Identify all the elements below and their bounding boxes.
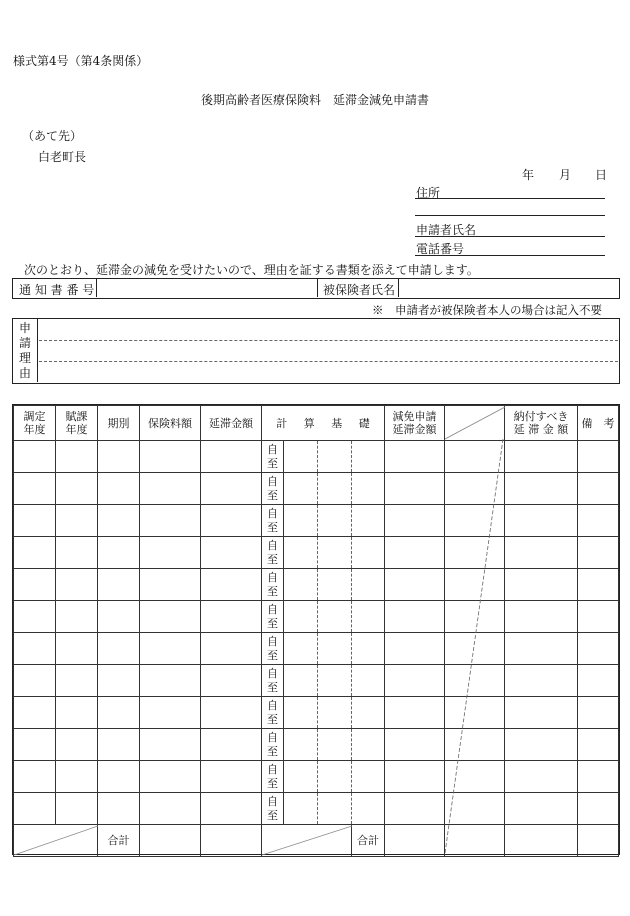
- header-period: 期別: [98, 406, 140, 441]
- cell-calc-c[interactable]: [352, 505, 385, 537]
- cell-reduction[interactable]: [385, 761, 445, 793]
- cell-from-to: [262, 761, 284, 793]
- to-label: 至: [267, 584, 278, 598]
- notice-row: [12, 278, 620, 299]
- cell-period[interactable]: [98, 441, 140, 473]
- cell-calc-a[interactable]: [284, 569, 318, 601]
- cell-calc-c[interactable]: [352, 793, 385, 825]
- header-premium: 保険料額: [140, 406, 201, 441]
- cell-levy-year[interactable]: [56, 761, 98, 793]
- cell-payable[interactable]: [505, 633, 578, 665]
- cell-late-fee[interactable]: [201, 793, 262, 825]
- date-day-label: 日: [595, 168, 608, 182]
- cell-calc-b[interactable]: [318, 473, 352, 505]
- cell-from-to: [262, 601, 284, 633]
- cell-calc-a[interactable]: [284, 537, 318, 569]
- cell-remarks[interactable]: [578, 761, 619, 793]
- table-row: [14, 697, 619, 729]
- cell-late-fee[interactable]: [201, 729, 262, 761]
- cell-remarks[interactable]: [578, 633, 619, 665]
- header-reduction: 減免申請 延滞金額: [385, 406, 445, 441]
- cell-calc-b[interactable]: [318, 441, 352, 473]
- form-number: 様式第4号（第4条関係）: [13, 54, 149, 68]
- cell-calc-a[interactable]: [284, 633, 318, 665]
- cell-calc-a[interactable]: [284, 665, 318, 697]
- cell-calc-c[interactable]: [352, 729, 385, 761]
- cell-calc-b[interactable]: [318, 537, 352, 569]
- cell-from-to: [262, 697, 284, 729]
- cell-remarks[interactable]: [578, 441, 619, 473]
- cell-remarks[interactable]: [578, 473, 619, 505]
- cell-late-fee[interactable]: [201, 697, 262, 729]
- notice-number-label: 通 知 書 番 号: [19, 283, 95, 297]
- cell-from-to: [262, 729, 284, 761]
- cell-payable[interactable]: [505, 569, 578, 601]
- table-row: [14, 633, 619, 665]
- cell-from-to: [262, 569, 284, 601]
- total-blank-mid: [262, 825, 352, 857]
- table-row: [14, 793, 619, 825]
- header-assessed-year: 調定 年度: [14, 406, 56, 441]
- cell-reduction[interactable]: [385, 729, 445, 761]
- cell-premium[interactable]: [140, 441, 201, 473]
- table-row: [14, 505, 619, 537]
- table-row: [14, 537, 619, 569]
- cell-calc-c[interactable]: [352, 441, 385, 473]
- cell-period[interactable]: [98, 793, 140, 825]
- cell-premium[interactable]: [140, 633, 201, 665]
- cell-levy-year[interactable]: [56, 473, 98, 505]
- cell-payable[interactable]: [505, 601, 578, 633]
- cell-premium[interactable]: [140, 473, 201, 505]
- cell-assessed-year[interactable]: [14, 473, 56, 505]
- to-label: 至: [267, 488, 278, 502]
- from-label: 自: [267, 762, 278, 776]
- cell-reduction[interactable]: [385, 665, 445, 697]
- total-blank-left: [14, 825, 98, 857]
- cell-calc-c[interactable]: [352, 601, 385, 633]
- cell-remarks[interactable]: [578, 793, 619, 825]
- cell-calc-b[interactable]: [318, 633, 352, 665]
- header-blank: [445, 406, 505, 441]
- from-label: 自: [267, 570, 278, 584]
- cell-reduction[interactable]: [385, 473, 445, 505]
- cell-calc-c[interactable]: [352, 537, 385, 569]
- cell-late-fee[interactable]: [201, 761, 262, 793]
- cell-period[interactable]: [98, 633, 140, 665]
- to-label: 至: [267, 520, 278, 534]
- cell-calc-c[interactable]: [352, 665, 385, 697]
- table-row: [14, 441, 619, 473]
- notice-number-input[interactable]: [98, 279, 316, 297]
- from-label: 自: [267, 442, 278, 456]
- cell-levy-year[interactable]: [56, 569, 98, 601]
- cell-assessed-year[interactable]: [14, 761, 56, 793]
- address-line[interactable]: [415, 198, 605, 199]
- cell-premium[interactable]: [140, 761, 201, 793]
- to-label: 至: [267, 808, 278, 822]
- cell-remarks[interactable]: [578, 697, 619, 729]
- addressee-label: （あて先）: [22, 129, 83, 143]
- page-title: 後期高齢者医療保険料 延滞金減免申請書: [201, 93, 430, 107]
- cell-payable[interactable]: [505, 505, 578, 537]
- cell-period[interactable]: [98, 729, 140, 761]
- cell-late-fee[interactable]: [201, 569, 262, 601]
- cell-from-to: [262, 537, 284, 569]
- total-premium[interactable]: [140, 825, 201, 857]
- cell-reduction[interactable]: [385, 601, 445, 633]
- cell-assessed-year[interactable]: [14, 441, 56, 473]
- cell-levy-year[interactable]: [56, 729, 98, 761]
- cell-assessed-year[interactable]: [14, 505, 56, 537]
- cell-from-to: [262, 505, 284, 537]
- addressee: 白老町長: [38, 150, 87, 164]
- cell-premium[interactable]: [140, 665, 201, 697]
- cell-assessed-year[interactable]: [14, 697, 56, 729]
- header-payable: 納付すべき 延 滞 金 額: [505, 406, 578, 441]
- cell-calc-b[interactable]: [318, 729, 352, 761]
- cell-payable[interactable]: [505, 473, 578, 505]
- cell-premium[interactable]: [140, 505, 201, 537]
- table-row: [14, 601, 619, 633]
- cell-assessed-year[interactable]: [14, 633, 56, 665]
- table-row: [14, 761, 619, 793]
- cell-remarks[interactable]: [578, 665, 619, 697]
- cell-late-fee[interactable]: [201, 441, 262, 473]
- cell-levy-year[interactable]: [56, 793, 98, 825]
- cell-levy-year[interactable]: [56, 441, 98, 473]
- cell-premium[interactable]: [140, 729, 201, 761]
- from-label: 自: [267, 666, 278, 680]
- cell-calc-a[interactable]: [284, 729, 318, 761]
- cell-reduction[interactable]: [385, 697, 445, 729]
- cell-calc-a[interactable]: [284, 761, 318, 793]
- to-label: 至: [267, 744, 278, 758]
- cell-assessed-year[interactable]: [14, 729, 56, 761]
- cell-late-fee[interactable]: [201, 537, 262, 569]
- header-remarks: 備 考: [578, 406, 619, 441]
- cell-levy-year[interactable]: [56, 697, 98, 729]
- cell-calc-b[interactable]: [318, 697, 352, 729]
- cell-calc-a[interactable]: [284, 505, 318, 537]
- cell-reduction[interactable]: [385, 441, 445, 473]
- total-label-left: 合計: [98, 825, 140, 857]
- cell-reduction[interactable]: [385, 569, 445, 601]
- from-label: 自: [267, 474, 278, 488]
- cell-premium[interactable]: [140, 793, 201, 825]
- cell-calc-a[interactable]: [284, 697, 318, 729]
- cell-period[interactable]: [98, 697, 140, 729]
- cell-late-fee[interactable]: [201, 665, 262, 697]
- total-payable[interactable]: [505, 825, 578, 857]
- cell-calc-a[interactable]: [284, 441, 318, 473]
- insured-name-label: 被保険者氏名: [323, 283, 396, 297]
- cell-premium[interactable]: [140, 569, 201, 601]
- from-label: 自: [267, 730, 278, 744]
- cell-period[interactable]: [98, 505, 140, 537]
- cell-levy-year[interactable]: [56, 601, 98, 633]
- cell-from-to: [262, 633, 284, 665]
- to-label: 至: [267, 712, 278, 726]
- cell-calc-c[interactable]: [352, 761, 385, 793]
- cell-calc-c[interactable]: [352, 697, 385, 729]
- cell-calc-b[interactable]: [318, 793, 352, 825]
- from-label: 自: [267, 698, 278, 712]
- cell-reduction[interactable]: [385, 633, 445, 665]
- header-levy-year: 賦課 年度: [56, 406, 98, 441]
- cell-calc-b[interactable]: [318, 761, 352, 793]
- cell-payable[interactable]: [505, 441, 578, 473]
- cell-from-to: [262, 665, 284, 697]
- cell-levy-year[interactable]: [56, 665, 98, 697]
- cell-calc-a[interactable]: [284, 793, 318, 825]
- total-label-right: 合計: [352, 825, 385, 857]
- cell-payable[interactable]: [505, 729, 578, 761]
- total-reduction[interactable]: [385, 825, 445, 857]
- detail-table: [12, 404, 620, 855]
- to-label: 至: [267, 552, 278, 566]
- cell-calc-c[interactable]: [352, 473, 385, 505]
- cell-calc-c[interactable]: [352, 633, 385, 665]
- from-label: 自: [267, 794, 278, 808]
- to-label: 至: [267, 616, 278, 630]
- cell-period[interactable]: [98, 473, 140, 505]
- cell-period[interactable]: [98, 761, 140, 793]
- table-row: [14, 569, 619, 601]
- cell-from-to: [262, 793, 284, 825]
- cell-assessed-year[interactable]: [14, 569, 56, 601]
- insured-name-input[interactable]: [400, 279, 618, 297]
- to-label: 至: [267, 456, 278, 470]
- cell-premium[interactable]: [140, 697, 201, 729]
- cell-payable[interactable]: [505, 697, 578, 729]
- cell-payable[interactable]: [505, 537, 578, 569]
- applicant-name-label: 申請者氏名: [416, 223, 477, 237]
- table-row: [14, 729, 619, 761]
- cell-period[interactable]: [98, 601, 140, 633]
- reason-input[interactable]: [39, 319, 618, 382]
- cell-payable[interactable]: [505, 793, 578, 825]
- cell-from-to: [262, 473, 284, 505]
- cell-remarks[interactable]: [578, 569, 619, 601]
- cell-late-fee[interactable]: [201, 601, 262, 633]
- from-label: 自: [267, 506, 278, 520]
- from-label: 自: [267, 538, 278, 552]
- date-month-label: 月: [559, 168, 572, 182]
- cell-reduction[interactable]: [385, 537, 445, 569]
- header-calc-basis: 計 算 基 礎: [262, 406, 385, 441]
- cell-assessed-year[interactable]: [14, 665, 56, 697]
- cell-late-fee[interactable]: [201, 473, 262, 505]
- cell-levy-year[interactable]: [56, 505, 98, 537]
- cell-reduction[interactable]: [385, 505, 445, 537]
- cell-calc-a[interactable]: [284, 601, 318, 633]
- cell-calc-b[interactable]: [318, 601, 352, 633]
- cell-levy-year[interactable]: [56, 537, 98, 569]
- cell-premium[interactable]: [140, 601, 201, 633]
- cell-calc-b[interactable]: [318, 569, 352, 601]
- to-label: 至: [267, 776, 278, 790]
- cell-late-fee[interactable]: [201, 633, 262, 665]
- from-label: 自: [267, 602, 278, 616]
- applicant-name-line[interactable]: [415, 236, 605, 237]
- cell-from-to: [262, 441, 284, 473]
- cell-calc-b[interactable]: [318, 665, 352, 697]
- cell-levy-year[interactable]: [56, 633, 98, 665]
- cell-remarks[interactable]: [578, 537, 619, 569]
- to-label: 至: [267, 648, 278, 662]
- cell-calc-b[interactable]: [318, 505, 352, 537]
- cell-assessed-year[interactable]: [14, 793, 56, 825]
- cell-period[interactable]: [98, 665, 140, 697]
- cell-remarks[interactable]: [578, 505, 619, 537]
- header-late-fee: 延滞金額: [201, 406, 262, 441]
- cell-late-fee[interactable]: [201, 505, 262, 537]
- address-label: 住所: [416, 186, 441, 200]
- cell-calc-a[interactable]: [284, 473, 318, 505]
- application-statement: 次のとおり、延滞金の減免を受けたいので、理由を証する書類を添えて申請します。: [24, 263, 479, 277]
- cell-payable[interactable]: [505, 665, 578, 697]
- cell-payable[interactable]: [505, 761, 578, 793]
- from-label: 自: [267, 634, 278, 648]
- reason-box: [12, 318, 620, 384]
- cell-calc-c[interactable]: [352, 569, 385, 601]
- to-label: 至: [267, 680, 278, 694]
- cell-remarks[interactable]: [578, 729, 619, 761]
- blank-column-strike: [445, 439, 505, 853]
- cell-premium[interactable]: [140, 537, 201, 569]
- table-row: [14, 473, 619, 505]
- total-remarks[interactable]: [578, 825, 619, 857]
- cell-period[interactable]: [98, 569, 140, 601]
- reason-label: 申 請 理 由: [13, 319, 38, 382]
- total-late-fee[interactable]: [201, 825, 262, 857]
- cell-reduction[interactable]: [385, 793, 445, 825]
- cell-period[interactable]: [98, 537, 140, 569]
- cell-assessed-year[interactable]: [14, 537, 56, 569]
- cell-remarks[interactable]: [578, 601, 619, 633]
- notice-note: ※ 申請者が被保険者本人の場合は記入不要: [372, 303, 602, 317]
- table-row: [14, 665, 619, 697]
- phone-label: 電話番号: [416, 242, 465, 256]
- address-line-2[interactable]: [415, 215, 605, 216]
- phone-line[interactable]: [415, 255, 605, 256]
- date-year-label: 年: [522, 168, 535, 182]
- cell-assessed-year[interactable]: [14, 601, 56, 633]
